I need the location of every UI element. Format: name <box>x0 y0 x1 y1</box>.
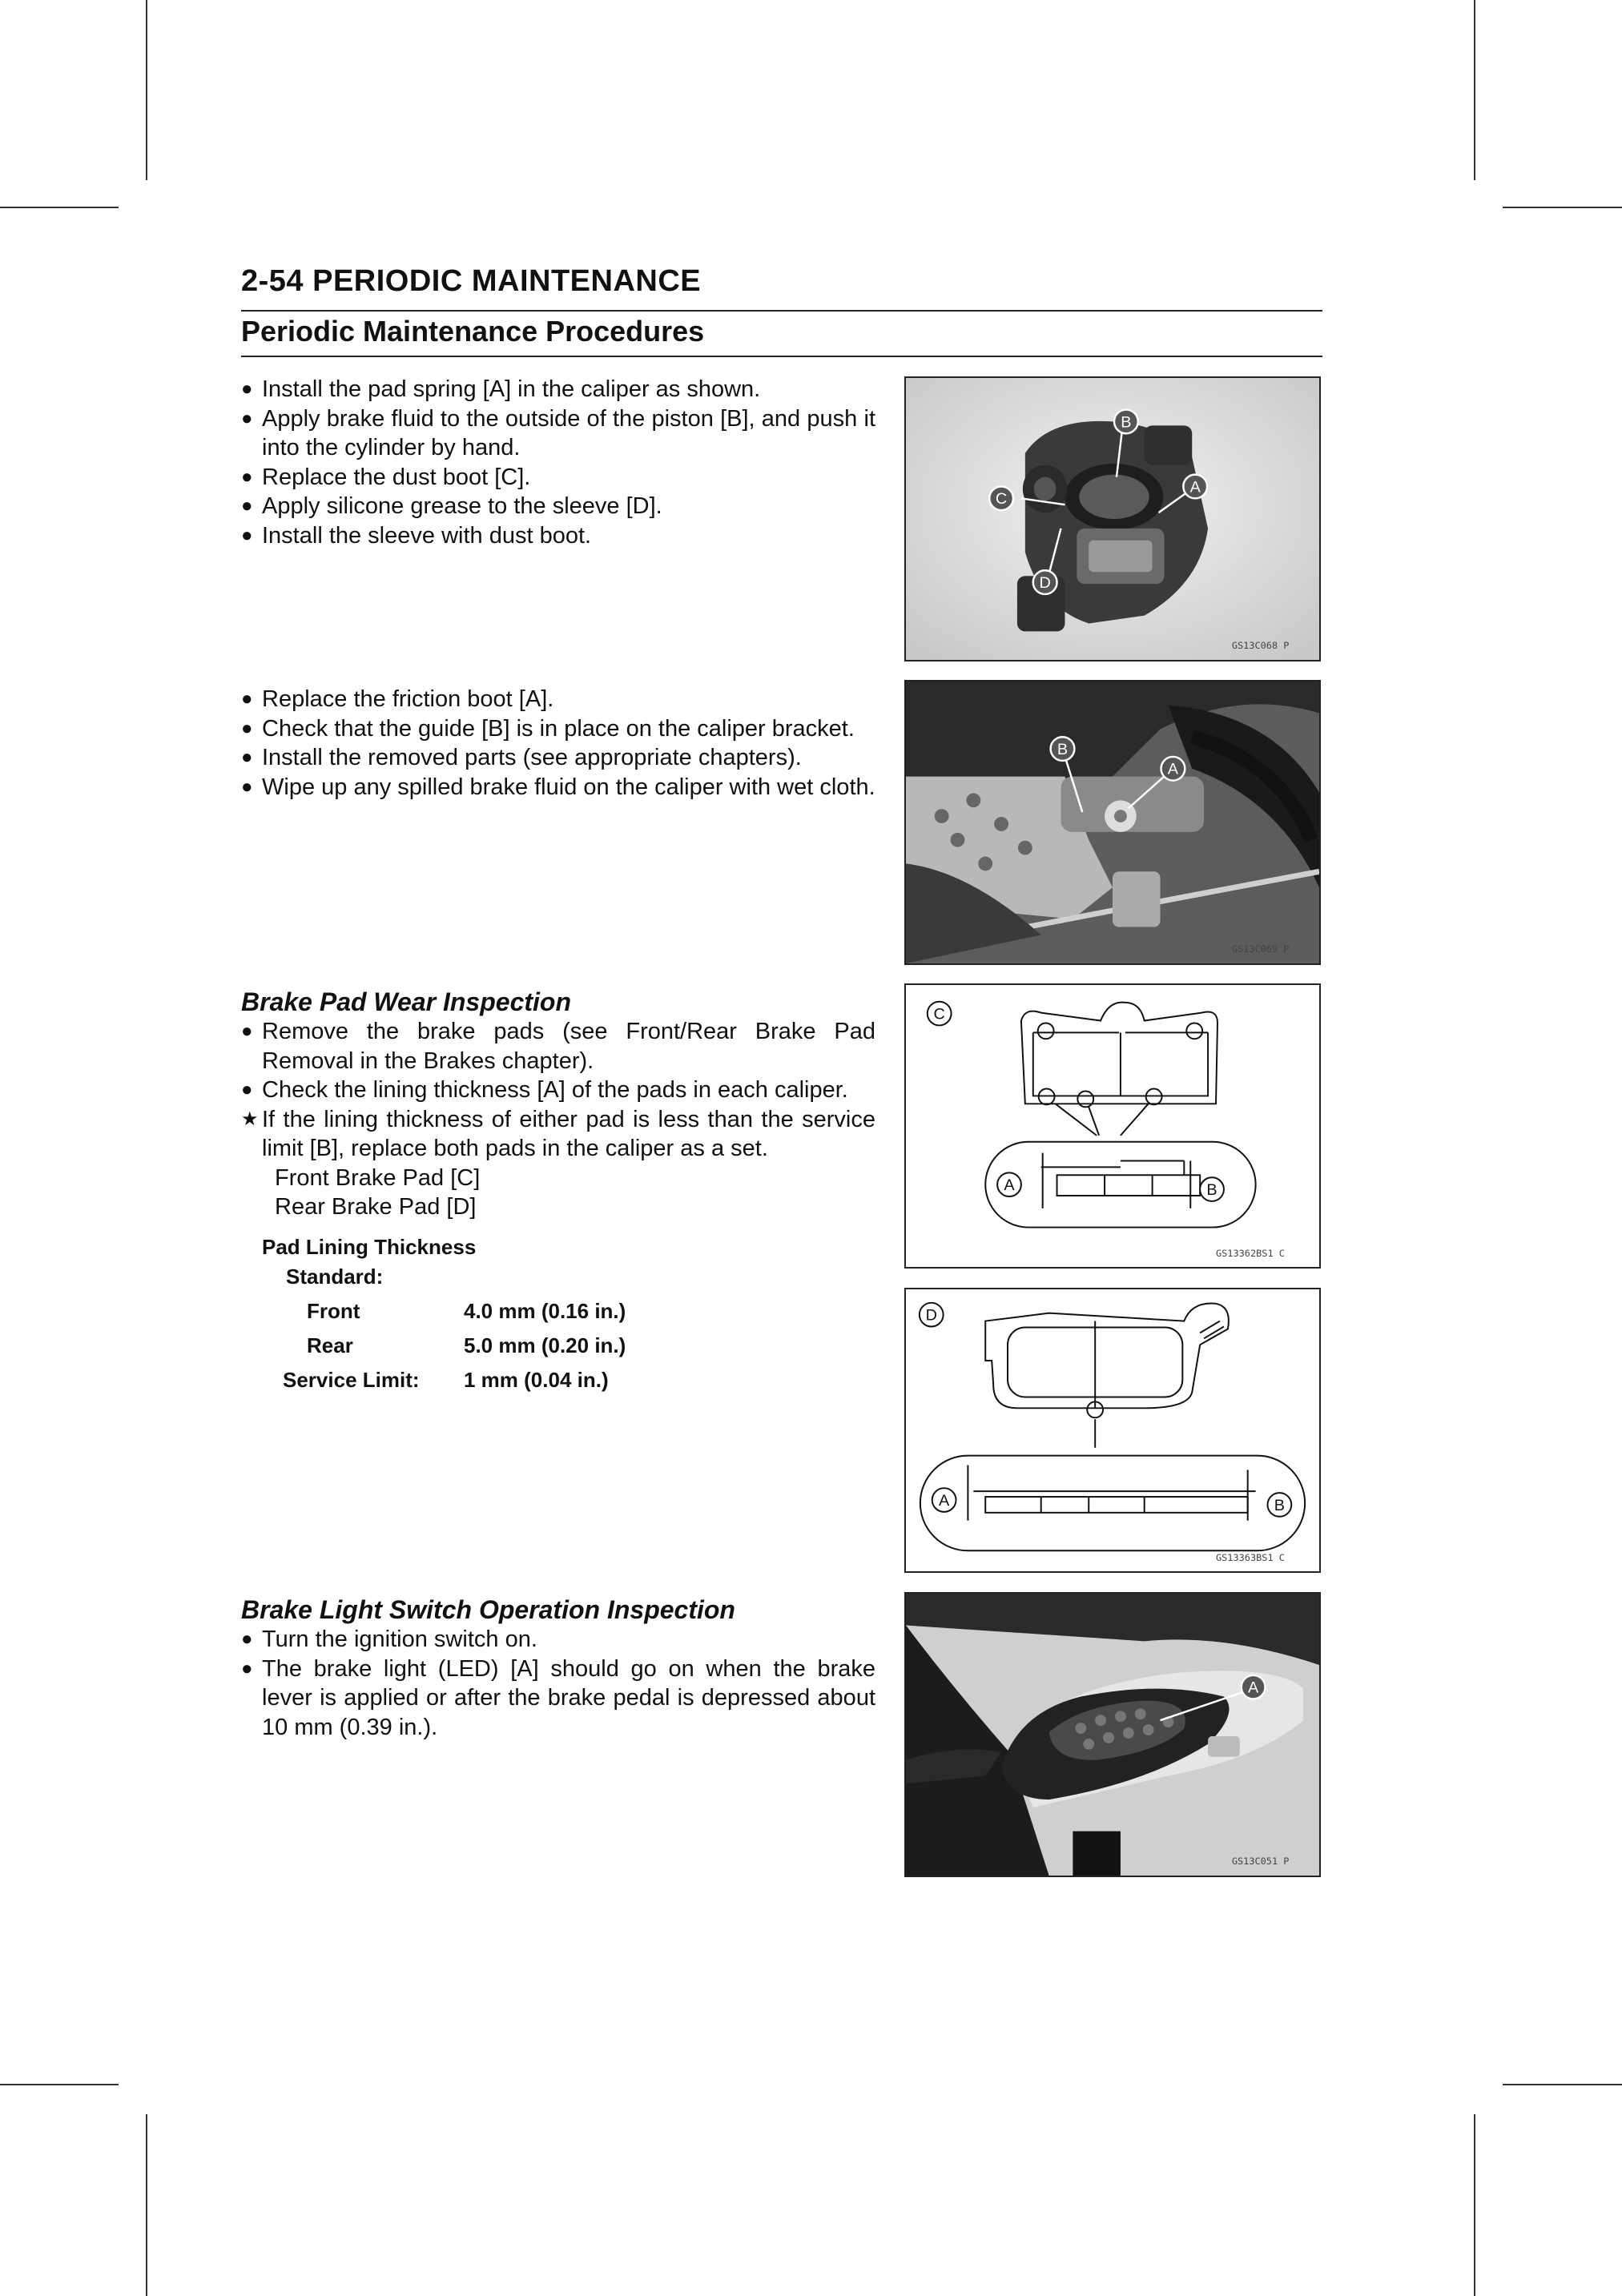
pad-lining-spec <box>262 1230 626 1397</box>
spec-row-rear: Rear 5.0 mm (0.20 in.) <box>307 1333 626 1357</box>
bullet: ● <box>241 775 253 798</box>
svg-text:A: A <box>939 1491 950 1510</box>
star-bullet: ★ <box>241 1108 259 1130</box>
page-subtitle: Periodic Maintenance Procedures <box>241 315 705 348</box>
figure-code: GS13C068 P <box>1231 640 1290 652</box>
list-item: ● Install the sleeve with dust boot. <box>241 521 875 551</box>
bullet: ● <box>241 524 253 546</box>
list-item: ● Turn the ignition switch on. <box>241 1625 875 1655</box>
spec-row-limit: Service Limit: 1 mm (0.04 in.) <box>283 1368 609 1392</box>
rear-brake-pad-diagram <box>904 1288 1321 1573</box>
list-item: ★ If the lining thickness of either pad is less than the service limit [B], replace both pads in the caliper as a set. <box>241 1106 875 1161</box>
brake-light-section <box>241 1594 875 1742</box>
section-heading: Brake Light Switch Operation Inspection <box>241 1595 735 1624</box>
list-item: ● Install the removed parts (see appropriate chapters). <box>241 743 875 773</box>
svg-text:C: C <box>995 490 1008 509</box>
brake-pad-wear-section <box>241 987 875 1222</box>
svg-text:C: C <box>933 1005 945 1023</box>
section-heading: Brake Pad Wear Inspection <box>241 987 571 1016</box>
list-item: ● Install the pad spring [A] in the caliper as shown. <box>241 375 875 404</box>
caliper-bracket-photo <box>904 680 1321 965</box>
svg-text:D: D <box>925 1306 937 1325</box>
callout-c <box>928 1002 952 1026</box>
caliper-install-steps <box>241 375 875 550</box>
brake-light-photo <box>904 1592 1321 1877</box>
list-item: ● Check the lining thickness [A] of the pads in each caliper. <box>241 1076 875 1105</box>
spec-row-front: Front 4.0 mm (0.16 in.) <box>307 1299 626 1323</box>
svg-text:B: B <box>1057 740 1069 758</box>
callout-a <box>1183 475 1207 499</box>
svg-text:A: A <box>1248 1679 1259 1697</box>
bullet: ● <box>241 465 253 488</box>
svg-text:B: B <box>1274 1496 1286 1514</box>
label-front-pad: Front Brake Pad [C] <box>275 1164 481 1191</box>
subheader-rule <box>241 356 1322 357</box>
bullet: ● <box>241 1079 253 1100</box>
list-item: ● The brake light (LED) [A] should go on when the brake lever is applied or after the brake pedal is depressed about 10 mm (0.39 in.). <box>241 1655 875 1740</box>
crop-mark <box>1474 2114 1475 2296</box>
page-title: 2-54 PERIODIC MAINTENANCE <box>241 264 702 298</box>
figure-code: GS13362BS1 C <box>1216 1248 1285 1260</box>
callout-a <box>997 1172 1021 1196</box>
spec-standard-label: Standard: <box>286 1265 384 1289</box>
crop-mark <box>0 207 119 208</box>
svg-text:D: D <box>1039 574 1051 593</box>
callout-b <box>1268 1493 1292 1517</box>
figure-code: GS13C069 P <box>1231 943 1290 955</box>
callout-c <box>989 486 1013 510</box>
spec-title: Pad Lining Thickness <box>262 1235 477 1259</box>
list-item: ● Wipe up any spilled brake fluid on the caliper with wet cloth. <box>241 773 875 802</box>
list-item: ● Remove the brake pads (see Front/Rear Brake Pad Removal in the Brakes chapter). <box>241 1019 875 1074</box>
list-item: ● Replace the dust boot [C]. <box>241 463 875 493</box>
callout-b <box>1051 737 1075 761</box>
bullet: ● <box>241 407 253 429</box>
figure-code: GS13C051 P <box>1231 1856 1290 1868</box>
caliper-photo <box>904 376 1321 661</box>
callout-d <box>920 1303 944 1327</box>
crop-mark <box>146 2114 147 2296</box>
crop-mark <box>1503 2084 1622 2085</box>
list-item: ● Replace the friction boot [A]. <box>241 685 875 714</box>
crop-mark <box>0 2084 119 2085</box>
callout-b <box>1200 1177 1224 1201</box>
svg-text:A: A <box>1189 478 1201 497</box>
crop-mark <box>1503 207 1622 208</box>
callout-a <box>1242 1675 1266 1699</box>
callout-b <box>1114 410 1138 434</box>
bullet: ● <box>241 495 253 517</box>
figure-code: GS13363BS1 C <box>1216 1552 1285 1564</box>
crop-mark <box>146 0 147 180</box>
bullet: ● <box>241 746 253 768</box>
bullet: ● <box>241 688 253 710</box>
callout-a <box>932 1488 956 1512</box>
list-item: ● Apply brake fluid to the outside of the piston [B], and push it into the cylinder by hand. <box>241 405 875 460</box>
crop-mark <box>1474 0 1475 180</box>
header-rule <box>241 310 1322 312</box>
list-item: ● Apply silicone grease to the sleeve [D]. <box>241 492 875 521</box>
svg-text:A: A <box>1004 1176 1015 1195</box>
front-brake-pad-diagram <box>904 983 1321 1269</box>
svg-text:B: B <box>1121 413 1132 432</box>
bullet: ● <box>241 1628 253 1650</box>
label-rear-pad: Rear Brake Pad [D] <box>275 1194 477 1220</box>
bullet: ● <box>241 717 253 739</box>
list-item: ● Check that the guide [B] is in place on the caliper bracket. <box>241 714 875 744</box>
svg-text:B: B <box>1206 1181 1218 1200</box>
svg-text:A: A <box>1167 760 1179 778</box>
boot-guide-steps <box>241 685 875 802</box>
callout-d <box>1033 570 1057 594</box>
bullet: ● <box>241 1657 253 1679</box>
bullet: ● <box>241 378 253 400</box>
bullet: ● <box>241 1020 253 1042</box>
callout-a <box>1161 757 1185 781</box>
